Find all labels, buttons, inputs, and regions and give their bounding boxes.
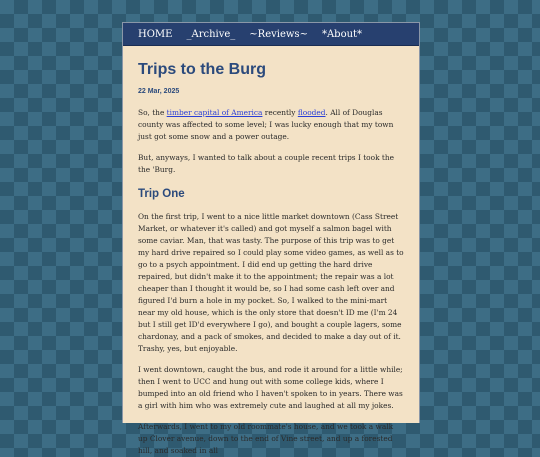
nav-bar <box>123 23 419 46</box>
flooded-link[interactable]: flooded <box>297 108 326 117</box>
nav-archive-link[interactable]: _Archive_ <box>186 28 236 40</box>
post-date: 22 Mar, 2025 <box>138 88 180 95</box>
page-container <box>122 22 420 455</box>
paragraph-2: But, anyways, I wanted to talk about a couple recent trips I took the the 'Burg. <box>138 153 395 174</box>
nav-about-link[interactable]: *About* <box>321 28 363 40</box>
intro-text-post: . All of Douglas county was affected to some level; I was lucky enough that my town just got some snow and a power outage. <box>138 108 394 141</box>
timber-capital-link[interactable]: timber capital of America <box>166 108 263 117</box>
section-heading: Trip One <box>138 188 185 200</box>
intro-text-mid: recently <box>262 108 298 117</box>
intro-text-pre: So, the <box>138 108 167 117</box>
intro-paragraph <box>138 107 404 143</box>
paragraph-3: On the first trip, I went to a nice little market downtown (Cass Street Market, or whatever it's called) and got myself a salmon bagel with some caviar. Man, that was tasty. The purpose of this trip was to get my hard drive repaired so I could play some video games, as well as to go to a psych appointment. I did end up getting the hard drive repaired, but didn't make it to the appointment; the repair was a lot cheaper than I thought it would be, so I had some cash left over and figured I'd burn a hole in my pocket. So, I walked to the mini-mart near my old house, which is the only store that doesn't ID me (I'm 24 but I still get ID'd everywhere I go), and bought a couple lagers, some chardonay, and a pack of smokes, and decided to make a day out of it. Trashy, yes, but enjoyable. <box>138 212 404 353</box>
paragraph-5: Afterwards, I went to my old roommate's house, and we took a walk up Clover avenue, down to the end of Vine street, and up a forested hill, and soaked in all <box>138 422 394 455</box>
nav-reviews-link[interactable]: ~Reviews~ <box>249 28 308 40</box>
nav-home-link[interactable]: HOME <box>138 28 173 40</box>
post-content <box>123 46 419 457</box>
paragraph-4: I went downtown, caught the bus, and rode it around for a little while; then I went to UCC and hung out with some college kids, where I bumped into an old friend who I haven't spoken to in years. There was a girl with him who was extremely cute and laughed at all my jokes. <box>138 365 403 410</box>
post-title: Trips to the Burg <box>138 61 266 78</box>
